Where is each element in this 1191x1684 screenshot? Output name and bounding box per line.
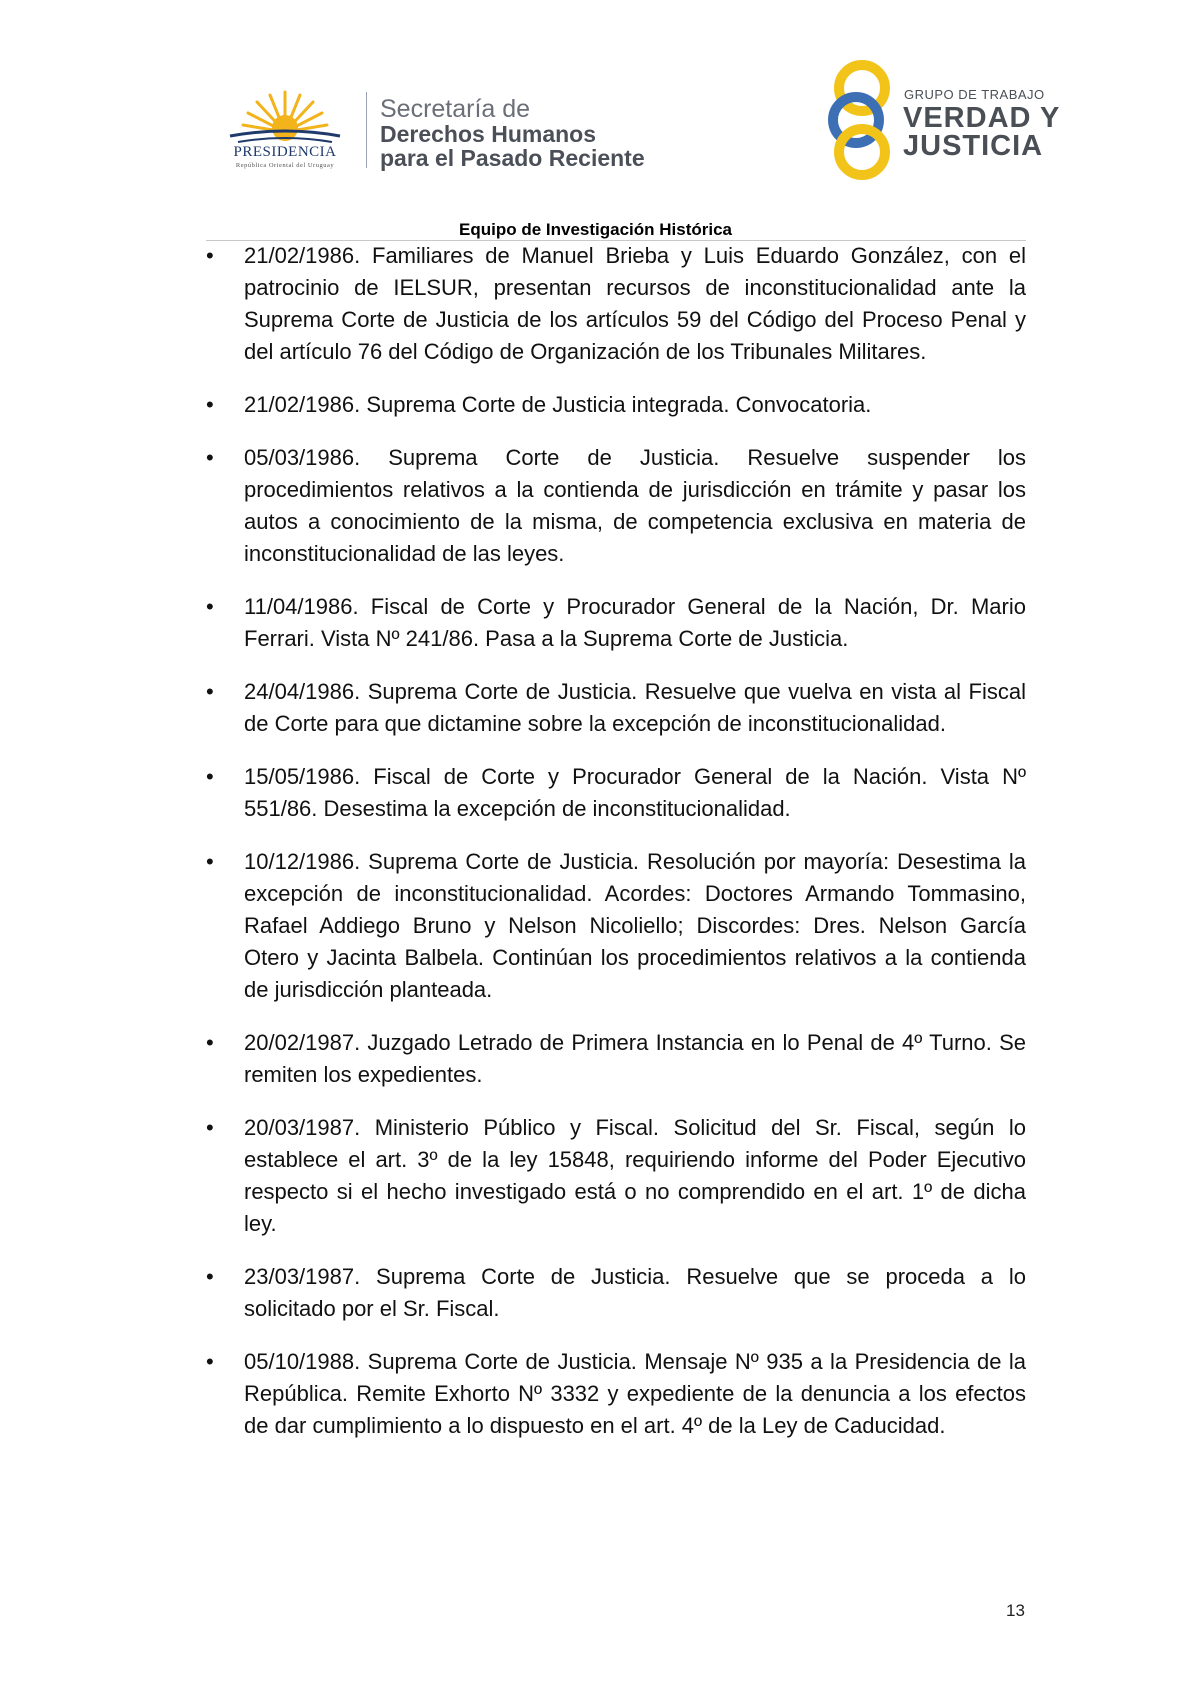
entry-text: 10/12/1986. Suprema Corte de Justicia. Resolución por mayoría: Desestima la excepción de inconstitucionalidad. Acordes: Doctores Armando Tommasino, Rafael Addiego Bruno y Nelson Nicoliello; Discordes: Dres. Nelson García Otero y Jacinta Balbela. Continúan los procedimientos relativos a la contienda de jurisdicción planteada. <box>244 849 1026 1002</box>
secretaria-logo-text <box>380 96 645 170</box>
bullet-icon: • <box>206 1264 214 1289</box>
secretaria-line-1: Secretaría de <box>380 95 531 123</box>
presidencia-subtitle: República Oriental del Uruguay <box>235 162 335 169</box>
list-item <box>206 389 1026 421</box>
bullet-icon: • <box>206 445 214 470</box>
bullet-icon: • <box>206 243 214 268</box>
entry-text: 15/05/1986. Fiscal de Corte y Procurador General de la Nación. Vista Nº 551/86. Desestima la excepción de inconstitucionalidad. <box>244 764 1026 821</box>
bullet-icon: • <box>206 849 214 874</box>
list-item <box>206 761 1026 825</box>
secretaria-line-3: para el Pasado Reciente <box>380 145 645 171</box>
list-item <box>206 591 1026 655</box>
bullet-icon: • <box>206 594 214 619</box>
list-item <box>206 676 1026 740</box>
entry-text: 23/03/1987. Suprema Corte de Justicia. Resuelve que se proceda a lo solicitado por el Sr. Fiscal. <box>244 1264 1026 1321</box>
entry-text: 21/02/1986. Suprema Corte de Justicia integrada. Convocatoria. <box>244 392 872 417</box>
bullet-icon: • <box>206 1115 214 1140</box>
bullet-icon: • <box>206 764 214 789</box>
bullet-icon: • <box>206 679 214 704</box>
presidencia-logo <box>210 88 360 170</box>
verdad-justicia-line-1: VERDAD Y <box>903 102 1061 134</box>
bullet-icon: • <box>206 1349 214 1374</box>
team-title: Equipo de Investigación Histórica <box>459 220 732 239</box>
entry-text: 20/03/1987. Ministerio Público y Fiscal. Solicitud del Sr. Fiscal, según lo establece el art. 3º de la ley 15848, requiriendo informe del Poder Ejecutivo respecto si el hecho investigado está o no comprendido en el art. 1º de dicha ley. <box>244 1115 1026 1236</box>
verdad-justicia-line-2: JUSTICIA <box>903 130 1044 162</box>
list-item <box>206 1346 1026 1442</box>
list-item <box>206 1112 1026 1240</box>
bullet-icon: • <box>206 1030 214 1055</box>
entry-text: 20/02/1987. Juzgado Letrado de Primera Instancia en lo Penal de 4º Turno. Se remiten los expedientes. <box>244 1030 1026 1087</box>
list-item <box>206 1261 1026 1325</box>
verdad-justicia-rings-icon <box>820 58 902 182</box>
chronology-list <box>206 240 1026 1463</box>
presidencia-label: PRESIDENCIA <box>233 144 337 160</box>
verdad-justicia-small-label: GRUPO DE TRABAJO <box>904 87 1045 102</box>
secretaria-line-2: Derechos Humanos <box>380 121 597 147</box>
bullet-icon: • <box>206 392 214 417</box>
list-item <box>206 1027 1026 1091</box>
page-number: 13 <box>1006 1601 1025 1620</box>
list-item <box>206 442 1026 570</box>
entry-text: 24/04/1986. Suprema Corte de Justicia. Resuelve que vuelva en vista al Fiscal de Corte para que dictamine sobre la excepción de inconstitucionalidad. <box>244 679 1026 736</box>
entry-text: 05/10/1988. Suprema Corte de Justicia. Mensaje Nº 935 a la Presidencia de la República. Remite Exhorto Nº 3332 y expediente de la denuncia a los efectos de dar cumplimiento a lo dispuesto en el art. 4º de la Ley de Caducidad. <box>244 1349 1026 1438</box>
entry-text: 11/04/1986. Fiscal de Corte y Procurador General de la Nación, Dr. Mario Ferrari. Vista Nº 241/86. Pasa a la Suprema Corte de Justicia. <box>244 594 1026 651</box>
entry-text: 05/03/1986. Suprema Corte de Justicia. Resuelve suspender los procedimientos relativos a la contienda de jurisdicción en trámite y pasar los autos a conocimiento de la misma, de competencia exclusiva en materia de inconstitucionalidad de las leyes. <box>244 445 1026 566</box>
sun-emblem-icon <box>210 88 360 146</box>
entry-text: 21/02/1986. Familiares de Manuel Brieba y Luis Eduardo González, con el patrocinio de IELSUR, presentan recursos de inconstitucionalidad ante la Suprema Corte de Justicia de los artículos 59 del Código del Proceso Penal y del artículo 76 del Código de Organización de los Tribunales Militares. <box>244 243 1026 364</box>
header-divider <box>366 92 367 168</box>
list-item <box>206 846 1026 1006</box>
list-item <box>206 240 1026 368</box>
